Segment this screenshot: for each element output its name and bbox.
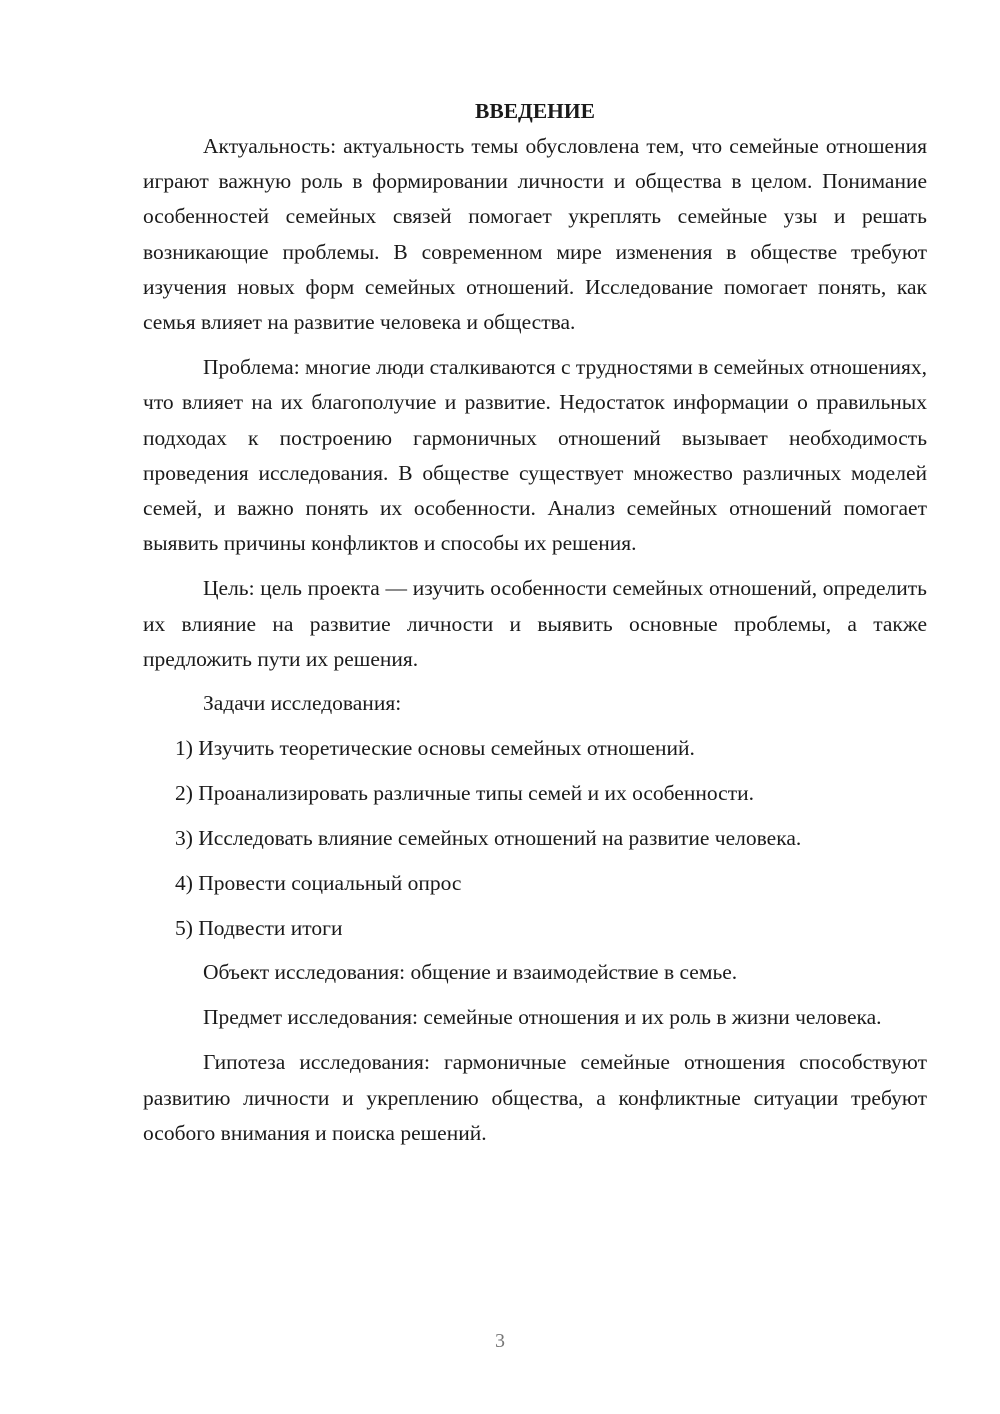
subject-paragraph: Предмет исследования: семейные отношения и их роль в жизни человека. [203,1005,882,1030]
page-number: 3 [495,1330,505,1352]
tasks-heading: Задачи исследования: [203,691,402,716]
page-title: ВВЕДЕНИЕ [475,99,595,123]
goal-paragraph: Цель: цель проекта — изучить особенности семейных отношений, определить их влияние на развитие личности и выявить основные проблемы, а также предложить пути их решения. [143,576,927,671]
tasks-list [143,731,927,946]
object-paragraph: Объект исследования: общение и взаимодействие в семье. [203,960,738,985]
task-item: 1) Изучить теоретические основы семейных отношений. [175,736,695,761]
task-item: 5) Подвести итоги [175,916,343,941]
task-item: 2) Проанализировать различные типы семей и их особенности. [175,781,754,806]
task-item: 3) Исследовать влияние семейных отношений на развитие человека. [175,826,802,851]
task-item: 4) Провести социальный опрос [175,871,462,896]
problem-paragraph: Проблема: многие люди сталкиваются с трудностями в семейных отношениях, что влияет на их благополучие и развитие. Недостаток информации о правильных подходах к построению гармоничных отношений вызывает необходимость проведения исследования. В обществе существует множество различных моделей семей, и важно понять их особенности. Анализ семейных отношений помогает выявить причины конфликтов и способы их решения. [143,355,927,556]
page-content [143,94,927,1151]
relevance-paragraph: Актуальность: актуальность темы обусловлена тем, что семейные отношения играют важную роль в формировании личности и общества в целом. Понимание особенностей семейных связей помогает укреплять семейные узы и решать возникающие проблемы. В современном мире изменения в обществе требуют изучения новых форм семейных отношений. Исследование помогает понять, как семья влияет на развитие человека и общества. [143,134,927,335]
hypothesis-paragraph: Гипотеза исследования: гармоничные семейные отношения способствуют развитию личности и укреплению общества, а конфликтные ситуации требуют особого внимания и поиска решений. [143,1050,927,1145]
